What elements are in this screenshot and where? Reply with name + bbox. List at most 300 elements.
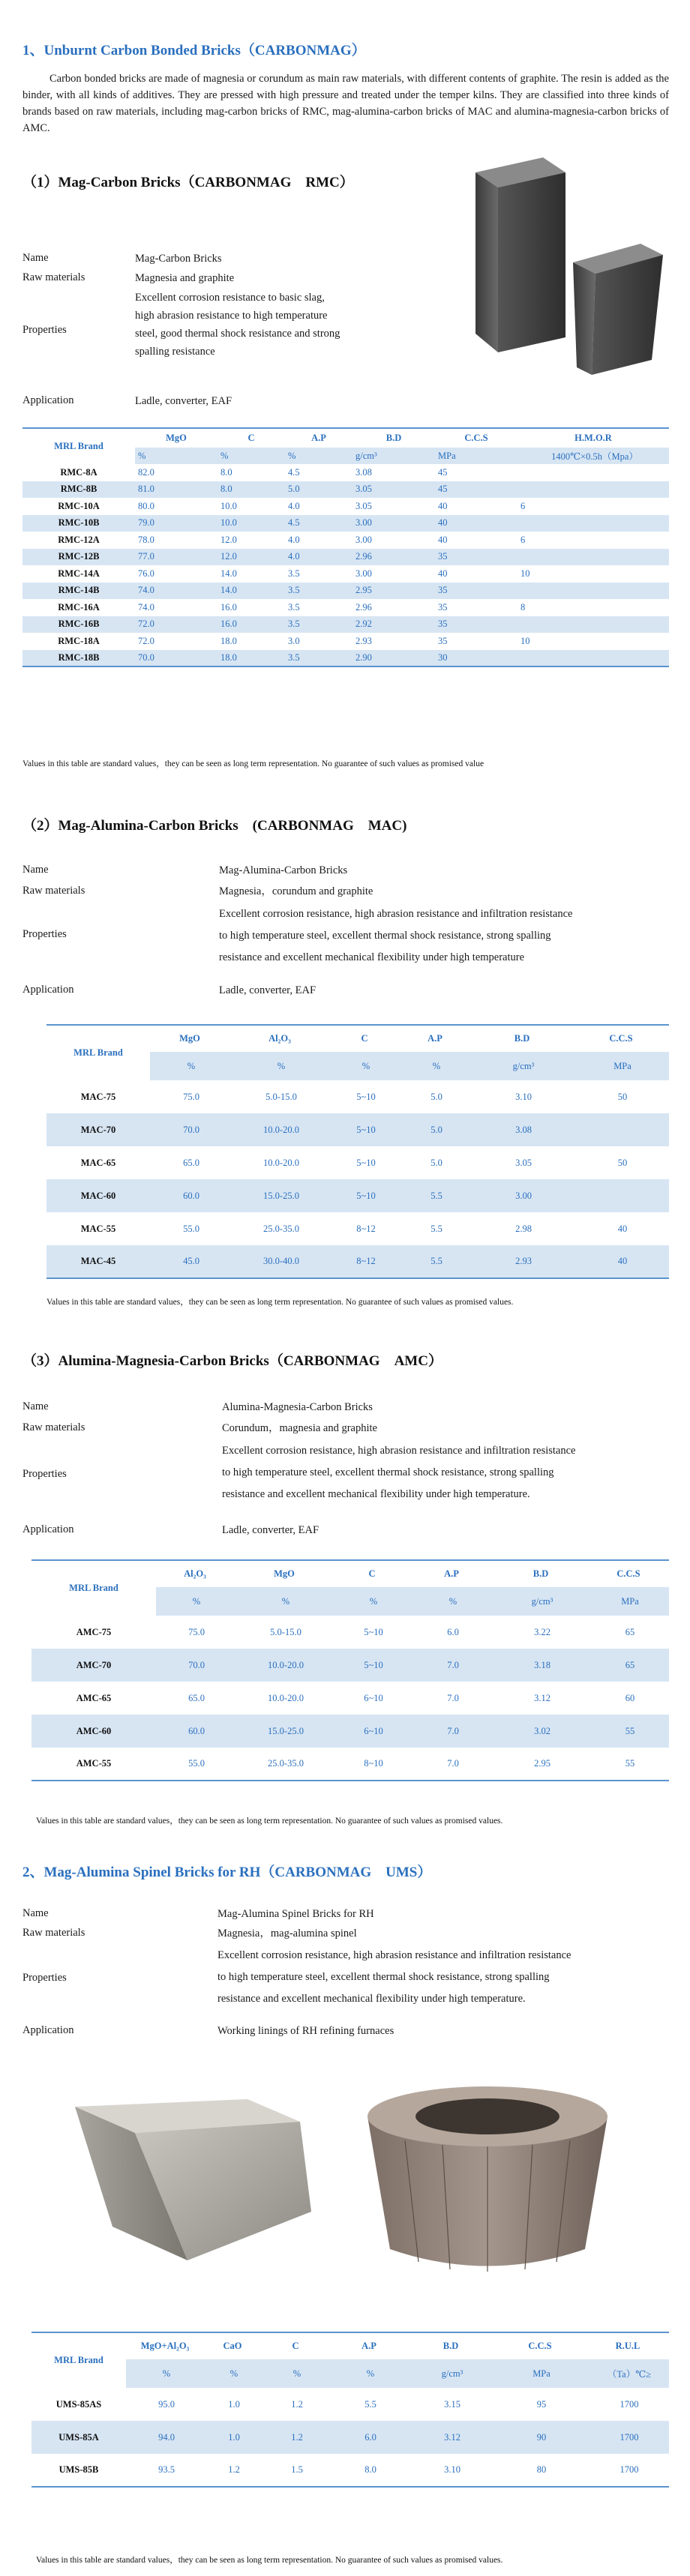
- brand-cell: RMC-14B: [22, 583, 135, 600]
- value-cell: 3.22: [534, 1626, 550, 1637]
- column-header: CaO: [204, 2332, 261, 2359]
- rmc-application-value: Ladle, converter, EAF: [135, 395, 232, 407]
- value-cell: 8~12: [330, 1245, 399, 1278]
- value-cell: 5.5: [399, 1245, 471, 1278]
- value-cell: 5~10: [364, 1626, 383, 1637]
- value-cell: [518, 549, 669, 566]
- value-cell: 2.92: [352, 616, 435, 634]
- section-heading-mac: （2）Mag-Alumina-Carbon Bricks (CARBONMAG MAC): [22, 818, 407, 834]
- table-row: [22, 481, 669, 499]
- column-header: Al₂O₃: [230, 1025, 330, 1052]
- value-cell: 5~10: [334, 1649, 410, 1682]
- value-cell: 1700: [620, 2398, 639, 2410]
- value-cell: 60.0: [150, 1179, 230, 1212]
- column-header: MgO: [234, 1560, 334, 1587]
- mac-application-label: Application: [22, 984, 74, 996]
- table-row: [22, 565, 669, 583]
- value-cell: 65.0: [188, 1692, 205, 1703]
- value-cell: 3.18: [494, 1649, 588, 1682]
- unit-cell: MPa: [435, 448, 518, 464]
- value-cell: 4.0: [285, 549, 352, 566]
- table-header-row: [32, 1560, 669, 1587]
- mac-application-value: Ladle, converter, EAF: [219, 984, 316, 996]
- amc-application-value: Ladle, converter, EAF: [222, 1524, 320, 1536]
- ums-properties-label: Properties: [22, 1972, 67, 1984]
- table-row: [22, 515, 669, 532]
- ums-application-label: Application: [22, 2024, 74, 2036]
- value-cell: 3.5: [285, 583, 352, 600]
- value-cell: 6.0: [447, 1626, 459, 1637]
- amc-application-label: Application: [22, 1523, 74, 1535]
- value-cell: 40: [435, 515, 518, 532]
- value-cell: 8.0: [220, 466, 232, 478]
- value-cell: 65.0: [183, 1157, 200, 1168]
- brand-cell: RMC-12B: [22, 549, 135, 566]
- value-cell: 8.0: [330, 2454, 408, 2487]
- rmc-properties-value: Excellent corrosion resistance to basic slag, high abrasion resistance to high temperature steel, good thermal shock resistance and strong spalling resistance: [135, 292, 340, 358]
- section-heading-unburnt-carbon: 1、Unburnt Carbon Bonded Bricks（CARBONMAG）: [22, 43, 366, 58]
- rmc-table-body: [22, 464, 669, 666]
- table-row: [22, 650, 669, 667]
- column-header: MgO: [150, 1025, 230, 1052]
- value-cell: 35: [438, 601, 448, 613]
- mac-raw-label: Raw materials: [22, 885, 86, 897]
- unit-cell: %: [334, 1587, 410, 1616]
- value-cell: 5.0: [430, 1091, 442, 1102]
- value-cell: 72.0: [138, 635, 154, 646]
- value-cell: 55: [588, 1748, 669, 1781]
- value-cell: 12.0: [218, 549, 285, 566]
- brand-cell: UMS-85B: [32, 2454, 126, 2487]
- table-row: [32, 1715, 669, 1748]
- value-cell: 4.5: [288, 466, 300, 478]
- table-row: [46, 1245, 669, 1278]
- brand-cell: AMC-65: [76, 1692, 112, 1703]
- value-cell: 3.5: [285, 650, 352, 667]
- value-cell: 80: [494, 2454, 586, 2487]
- value-cell: 3.05: [352, 481, 435, 499]
- table-row: [32, 2388, 669, 2421]
- value-cell: 2.95: [494, 1748, 588, 1781]
- mac-data-table: [46, 1024, 669, 1279]
- unit-cell: %: [156, 1587, 234, 1616]
- value-cell: 6~10: [334, 1715, 410, 1748]
- value-cell: 93.5: [126, 2454, 204, 2487]
- brand-cell: UMS-85A: [32, 2421, 126, 2454]
- table-row: [46, 1146, 669, 1179]
- value-cell: 25.0-35.0: [263, 1223, 299, 1234]
- ums-raw-label: Raw materials: [22, 1927, 86, 1939]
- rmc-properties-label: Properties: [22, 324, 67, 336]
- value-cell: 3.08: [471, 1113, 573, 1146]
- table-row: [22, 498, 669, 515]
- amc-table-body: [32, 1616, 669, 1781]
- value-cell: 75.0: [183, 1091, 200, 1102]
- value-cell: 30.0-40.0: [230, 1245, 330, 1278]
- brand-cell: RMC-12A: [58, 534, 100, 545]
- amc-data-table: [32, 1559, 669, 1781]
- value-cell: 2.95: [352, 583, 435, 600]
- value-cell: 5.0-15.0: [266, 1091, 297, 1102]
- brand-cell: MAC-60: [46, 1179, 150, 1212]
- value-cell: 35: [435, 549, 518, 566]
- column-header: C: [330, 1025, 399, 1052]
- mrl-brand-header: MRL Brand: [22, 428, 135, 464]
- table-row: [22, 532, 669, 549]
- column-header: B.D: [352, 428, 435, 448]
- column-header: B.D: [494, 1560, 588, 1587]
- rmc-data-table: [22, 427, 669, 667]
- value-cell: 95.0: [158, 2398, 175, 2410]
- column-header: C: [334, 1560, 410, 1587]
- value-cell: 8~10: [334, 1748, 410, 1781]
- value-cell: 5.5: [364, 2398, 376, 2410]
- ums-data-table: [32, 2332, 669, 2488]
- table-row: [32, 1649, 669, 1682]
- value-cell: 40: [438, 568, 448, 579]
- value-cell: 45.0: [150, 1245, 230, 1278]
- value-cell: 50: [617, 1157, 628, 1168]
- value-cell: 3.08: [356, 466, 372, 478]
- value-cell: 5~10: [330, 1113, 399, 1146]
- value-cell: 1.0: [228, 2398, 240, 2410]
- table-row: [22, 464, 669, 481]
- value-cell: 14.0: [218, 583, 285, 600]
- rmc-application-label: Application: [22, 394, 74, 406]
- value-cell: 6: [520, 500, 526, 511]
- unit-cell: g/cm³: [471, 1052, 573, 1080]
- value-cell: 5.0: [399, 1113, 471, 1146]
- value-cell: 3.05: [356, 500, 372, 511]
- value-cell: 10: [520, 635, 530, 646]
- unit-cell: %: [399, 1052, 471, 1080]
- ums-table-body: [32, 2388, 669, 2487]
- column-header: C.C.S: [494, 2332, 586, 2359]
- column-header: B.D: [471, 1025, 573, 1052]
- brand-cell: RMC-16B: [22, 616, 135, 634]
- column-header: C.C.S: [573, 1025, 669, 1052]
- value-cell: 45: [438, 466, 448, 478]
- value-cell: 30: [435, 650, 518, 667]
- value-cell: 1700: [586, 2421, 669, 2454]
- value-cell: 60.0: [156, 1715, 234, 1748]
- brand-cell: RMC-16A: [58, 601, 100, 613]
- unit-cell: %: [261, 2359, 330, 2388]
- amc-name-label: Name: [22, 1400, 49, 1412]
- brand-cell: MAC-65: [80, 1157, 116, 1168]
- value-cell: 5.5: [399, 1179, 471, 1212]
- value-cell: 7.0: [410, 1649, 494, 1682]
- value-cell: 1.2: [291, 2398, 303, 2410]
- value-cell: 3.5: [288, 568, 300, 579]
- mac-raw-value: Magnesia，corundum and graphite: [219, 885, 374, 897]
- table-row: [22, 599, 669, 616]
- spinel-brick-image: [52, 2084, 322, 2272]
- value-cell: 8~12: [356, 1223, 376, 1234]
- brand-cell: RMC-8A: [60, 466, 98, 478]
- brand-cell: RMC-18B: [22, 650, 135, 667]
- value-cell: 3.00: [471, 1179, 573, 1212]
- value-cell: 15.0-25.0: [234, 1715, 334, 1748]
- unit-cell: 1400℃×0.5h（Mpa）: [518, 448, 669, 464]
- mac-name-label: Name: [22, 864, 49, 876]
- value-cell: 3.12: [534, 1692, 550, 1703]
- mac-table-note: Values in this table are standard values，they can be seen as long term representation. No guarantee of such values as promised values.: [46, 1298, 514, 1307]
- value-cell: 2.93: [356, 635, 372, 646]
- table-row: [22, 633, 669, 650]
- value-cell: 81.0: [135, 481, 218, 499]
- mac-name-value: Mag-Alumina-Carbon Bricks: [219, 864, 348, 876]
- mag-carbon-bricks-image: [460, 150, 678, 390]
- value-cell: 65: [625, 1626, 635, 1637]
- brand-cell: MAC-75: [80, 1091, 116, 1102]
- value-cell: [518, 464, 669, 481]
- value-cell: 74.0: [138, 601, 154, 613]
- ums-application-value: Working linings of RH refining furnaces: [218, 2025, 394, 2037]
- brand-cell: RMC-10A: [58, 500, 100, 511]
- value-cell: 10.0: [220, 500, 237, 511]
- value-cell: 40: [438, 534, 448, 545]
- unit-cell: %: [204, 2359, 261, 2388]
- value-cell: 3.10: [515, 1091, 532, 1102]
- rmc-raw-value: Magnesia and graphite: [135, 272, 235, 284]
- value-cell: 3.05: [515, 1157, 532, 1168]
- column-header: C: [261, 2332, 330, 2359]
- value-cell: 2.98: [515, 1223, 532, 1234]
- value-cell: 35: [435, 616, 518, 634]
- mrl-brand-header: MRL Brand: [32, 2332, 126, 2388]
- value-cell: 2.96: [356, 601, 372, 613]
- column-header: H.M.O.R: [518, 428, 669, 448]
- value-cell: 70.0: [156, 1649, 234, 1682]
- value-cell: 55.0: [156, 1748, 234, 1781]
- value-cell: 5~10: [330, 1179, 399, 1212]
- value-cell: 40: [617, 1223, 628, 1234]
- rmc-name-label: Name: [22, 252, 49, 264]
- brand-cell: AMC-75: [76, 1626, 112, 1637]
- value-cell: 25.0-35.0: [234, 1748, 334, 1781]
- value-cell: 14.0: [220, 568, 237, 579]
- value-cell: 1.5: [261, 2454, 330, 2487]
- column-header: R.U.L: [586, 2332, 669, 2359]
- mac-table-body: [46, 1080, 669, 1278]
- value-cell: 1.2: [261, 2421, 330, 2454]
- value-cell: 75.0: [188, 1626, 205, 1637]
- unit-cell: g/cm³: [352, 448, 435, 464]
- value-cell: 7.0: [410, 1715, 494, 1748]
- section-heading-rmc: （1）Mag-Carbon Bricks（CARBONMAG RMC）: [22, 175, 354, 190]
- column-header: Al₂O₃: [156, 1560, 234, 1587]
- value-cell: 12.0: [220, 534, 237, 545]
- value-cell: 70.0: [150, 1113, 230, 1146]
- value-cell: 4.0: [288, 500, 300, 511]
- value-cell: 82.0: [138, 466, 154, 478]
- brand-cell: UMS-85AS: [56, 2398, 102, 2410]
- value-cell: 10: [520, 568, 530, 579]
- value-cell: 72.0: [135, 616, 218, 634]
- amc-raw-label: Raw materials: [22, 1421, 86, 1433]
- value-cell: 55: [588, 1715, 669, 1748]
- value-cell: [518, 515, 669, 532]
- column-header: C: [218, 428, 285, 448]
- value-cell: 77.0: [135, 549, 218, 566]
- value-cell: 1.2: [204, 2454, 261, 2487]
- value-cell: 1.0: [204, 2421, 261, 2454]
- unit-cell: %: [330, 1052, 399, 1080]
- ums-name-value: Mag-Alumina Spinel Bricks for RH: [218, 1908, 374, 1920]
- unit-cell: %: [330, 2359, 408, 2388]
- rmc-name-value: Mag-Carbon Bricks: [135, 253, 222, 265]
- column-header: MgO: [135, 428, 218, 448]
- value-cell: 16.0: [218, 616, 285, 634]
- table-row: [46, 1113, 669, 1146]
- amc-properties-value: Excellent corrosion resistance, high abrasion resistance and infiltration resistance to high temperature steel, excellent thermal shock resistance, strong spalling resistance and excellent mechanical flexibility under high temperature.: [222, 1445, 576, 1500]
- value-cell: [518, 616, 669, 634]
- value-cell: 45: [435, 481, 518, 499]
- mrl-brand-header: MRL Brand: [46, 1025, 150, 1080]
- value-cell: 3.0: [288, 635, 300, 646]
- table-row: [22, 549, 669, 566]
- unit-cell: MPa: [494, 2359, 586, 2388]
- amc-properties-label: Properties: [22, 1468, 67, 1480]
- brand-cell: AMC-55: [32, 1748, 156, 1781]
- brand-cell: MAC-55: [80, 1223, 116, 1234]
- table-row: [32, 1616, 669, 1649]
- value-cell: 76.0: [138, 568, 154, 579]
- brand-cell: RMC-18A: [58, 635, 100, 646]
- value-cell: 6~10: [364, 1692, 383, 1703]
- value-cell: 2.93: [471, 1245, 573, 1278]
- value-cell: 5.0-15.0: [270, 1626, 302, 1637]
- value-cell: 5.0: [430, 1157, 442, 1168]
- rmc-raw-label: Raw materials: [22, 271, 86, 283]
- unit-cell: （Ta）℃≥: [586, 2359, 669, 2388]
- value-cell: 3.00: [356, 534, 372, 545]
- table-row: [32, 1748, 669, 1781]
- unit-cell: %: [126, 2359, 204, 2388]
- value-cell: 10.0-20.0: [230, 1113, 330, 1146]
- table-header-row: [22, 428, 669, 448]
- column-header: A.P: [330, 2332, 408, 2359]
- value-cell: 3.12: [408, 2421, 494, 2454]
- section-heading-amc: （3）Alumina-Magnesia-Carbon Bricks（CARBONMAG AMC）: [22, 1353, 442, 1369]
- brand-cell: MAC-70: [46, 1113, 150, 1146]
- mac-properties-value: Excellent corrosion resistance, high abrasion resistance and infiltration resistance to high temperature steel, excellent thermal shock resistance, strong spalling resistance and excellent mechanical flexibility under high temperature: [219, 908, 573, 963]
- column-header: C.C.S: [435, 428, 518, 448]
- ums-name-label: Name: [22, 1907, 49, 1919]
- value-cell: 74.0: [135, 583, 218, 600]
- value-cell: 3.5: [288, 601, 300, 613]
- column-header: A.P: [285, 428, 352, 448]
- value-cell: 15.0-25.0: [230, 1179, 330, 1212]
- table-row: [32, 2421, 669, 2454]
- value-cell: [573, 1113, 669, 1146]
- value-cell: 16.0: [220, 601, 237, 613]
- value-cell: 80.0: [138, 500, 154, 511]
- table-row: [46, 1212, 669, 1245]
- unit-cell: MPa: [573, 1052, 669, 1080]
- table-row: [22, 583, 669, 600]
- value-cell: 5.5: [430, 1223, 442, 1234]
- value-cell: 35: [435, 583, 518, 600]
- unit-cell: %: [410, 1587, 494, 1616]
- value-cell: 8: [520, 601, 526, 613]
- value-cell: 4.5: [285, 515, 352, 532]
- value-cell: 78.0: [138, 534, 154, 545]
- unit-cell: MPa: [588, 1587, 669, 1616]
- rmc-table-note: Values in this table are standard values，they can be seen as long term representation. No guarantee of such values as promised value: [22, 759, 484, 768]
- value-cell: [518, 583, 669, 600]
- brand-cell: AMC-70: [32, 1649, 156, 1682]
- value-cell: 7.0: [410, 1748, 494, 1781]
- column-header: A.P: [410, 1560, 494, 1587]
- ums-table-note: Values in this table are standard values，they can be seen as long term representation. No guarantee of such values as promised values.: [36, 2556, 503, 2565]
- value-cell: 95: [536, 2398, 547, 2410]
- value-cell: 3.00: [352, 515, 435, 532]
- table-row: [22, 616, 669, 634]
- value-cell: 79.0: [135, 515, 218, 532]
- value-cell: 8.0: [218, 481, 285, 499]
- value-cell: 40: [573, 1245, 669, 1278]
- table-header-row: [32, 2332, 669, 2359]
- value-cell: 7.0: [447, 1692, 459, 1703]
- section-heading-ums: 2、Mag-Alumina Spinel Bricks for RH（CARBONMAG UMS）: [22, 1865, 432, 1880]
- intro-paragraph: Carbon bonded bricks are made of magnesia or corundum as main raw materials, with different contents of graphite. The resin is added as the binder, with all kinds of additives. They are pressed with high pressure and treated under the temper kilns. They are classified into three kinds of brands based on raw materials, including mag-carbon bricks of RMC, mag-alumina-carbon bricks of MAC and alumina-magnesia-carbon bricks of AMC.: [22, 73, 669, 134]
- amc-table-note: Values in this table are standard values，they can be seen as long term representation. No guarantee of such values as promised values.: [36, 1817, 503, 1826]
- value-cell: 5.0: [285, 481, 352, 499]
- value-cell: [518, 650, 669, 667]
- unit-cell: %: [234, 1587, 334, 1616]
- value-cell: 2.90: [352, 650, 435, 667]
- table-row: [46, 1080, 669, 1113]
- value-cell: 94.0: [126, 2421, 204, 2454]
- value-cell: 60: [625, 1692, 635, 1703]
- value-cell: 5~10: [356, 1157, 376, 1168]
- column-header: MgO+Al₂O₃: [126, 2332, 204, 2359]
- value-cell: [573, 1179, 669, 1212]
- value-cell: 10.0-20.0: [268, 1692, 304, 1703]
- table-row: [32, 1682, 669, 1715]
- unit-row: [32, 2359, 669, 2388]
- ums-raw-value: Magnesia，mag-alumina spinel: [218, 1928, 357, 1939]
- value-cell: 6: [520, 534, 526, 545]
- unit-cell: %: [285, 448, 352, 464]
- value-cell: 18.0: [218, 650, 285, 667]
- column-header: A.P: [399, 1025, 471, 1052]
- brand-cell: RMC-10B: [22, 515, 135, 532]
- value-cell: 10.0: [218, 515, 285, 532]
- ums-properties-value: Excellent corrosion resistance, high abrasion resistance and infiltration resistance to high temperature steel, excellent thermal shock resistance, strong spalling resistance and excellent mechanical flexibility under high temperature.: [218, 1949, 572, 2005]
- value-cell: 3.15: [444, 2398, 460, 2410]
- value-cell: 3.5: [285, 616, 352, 634]
- table-row: [46, 1179, 669, 1212]
- unit-cell: %: [218, 448, 285, 464]
- value-cell: 4.0: [288, 534, 300, 545]
- value-cell: 3.02: [494, 1715, 588, 1748]
- amc-raw-value: Corundum，magnesia and graphite: [222, 1422, 377, 1434]
- rh-snorkel-ring-image: [360, 2080, 615, 2279]
- unit-cell: %: [230, 1052, 330, 1080]
- column-header: B.D: [408, 2332, 494, 2359]
- brand-cell: AMC-60: [32, 1715, 156, 1748]
- unit-cell: g/cm³: [408, 2359, 494, 2388]
- value-cell: 50: [617, 1091, 628, 1102]
- value-cell: 35: [438, 635, 448, 646]
- value-cell: 3.10: [408, 2454, 494, 2487]
- value-cell: 18.0: [220, 635, 237, 646]
- value-cell: 10.0-20.0: [263, 1157, 299, 1168]
- value-cell: 70.0: [135, 650, 218, 667]
